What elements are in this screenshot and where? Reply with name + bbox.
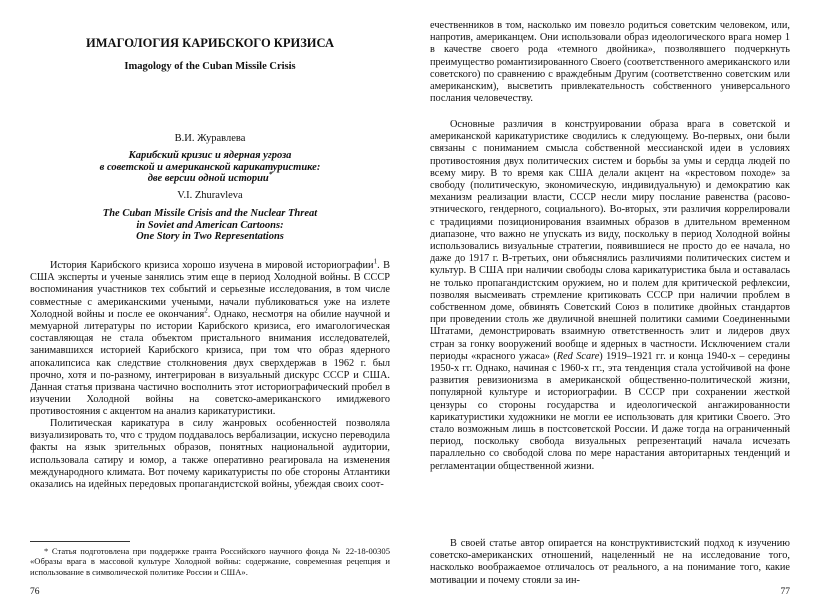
right-paragraph-2: [430, 119, 790, 473]
left-paragraph-1-text-b: . В США эксперты и ученые занялись этим еще в период Холодной войны. В СССР воспоминания участников тех событий и серьезные исследования, в том числе совместные с американскими учеными, начали публиковаться уже на излете Холодной войны и после ее окончания: [30, 260, 390, 320]
left-paragraph-2: [30, 418, 390, 491]
page-number-right: 77: [780, 587, 790, 597]
article-title-ru-line3: [30, 170, 390, 185]
right-page: [430, 0, 790, 609]
article-title-en-line1: The Cuban Missile Crisis and the Nuclear Threat: [102, 208, 318, 219]
section-title-ru: ИМАГОЛОГИЯ КАРИБСКОГО КРИЗИСА: [86, 36, 334, 50]
footnote-divider: [30, 541, 130, 542]
article-title-ru: [30, 150, 390, 185]
article-title-ru-line3-text: две версии одной истории: [147, 173, 269, 184]
right-paragraph-2-italic: Red Scare: [556, 350, 600, 362]
article-title-en: [30, 208, 390, 243]
endnote-ref-1[interactable]: 1: [373, 257, 378, 266]
author-en: V.I. Zhuravleva: [177, 190, 243, 201]
article-title-en-line3: One Story in Two Representations: [136, 231, 284, 242]
right-paragraph-2-text-a: Основные различия в конструировании образа врага в советской и американской карикатуристике сводились к следующему. Во-первых, они были связаны с пониманием смысла собственной мессианской идеи в условиях противостояния двух политических систем и борьбы за умы и сердца людей по всему миру. В то время как США делали акцент на «крестовом походе» за свободу (политическую, экономическую, индивидуальную) и демократию как механизм реализации власти, СССР несли миру послание равенства (расово-этнического, гендерного, социального). Во-вторых, эти различия коррелировали с традициями позиционирования взаимных образов в длительном временном диапазоне, что важно не упускать из виду, поскольку в период Холодной войны использовались визуальные стратегии, появившиеся не просто до ее начала, но даже до 1917 г. В-третьих, они объяснялись различиями политических систем и культур. В США при наличии свободы слова карикатуристика была и оставалась не только пропагандистским оружием, но и полем для критической рефлексии, позволяя высмеивать стремление критиковать СССР при наличии проблем в собственном доме, обвинять Советский Союз в политике двойных стандартов при проведении столь же двуличной внешней политики самими Соединенными Штатами, демонстрировать взаимную ответственность элит и лидеров двух стран за гонку вооружений вообще и ядерных в частности. Исключением стали периоды «красного ужаса» (: [430, 119, 790, 362]
endnote-ref-2[interactable]: 2: [204, 306, 208, 315]
left-page: [30, 0, 390, 609]
left-paragraph-1-text-c: . Однако, несмотря на обилие научной и мемуарной литературы по истории Карибского кризиса, его имагологическая составляющая не стала объектом пристального внимания исследователей, занимавшихся историей Карибского кризиса, при том что образ ядерного апокалипсиса как следствие столкновения двух сверхдержав в 1962 г. был прочно, хотя и по-разному, интегрирован в визуальный дискурс СССР и США. Данная статья призвана частично восполнить этот историографический пробел в изучении Холодной войны на советско-американского имиджевого противостояния с акцентом на анализ карикатуристики.: [30, 308, 390, 418]
right-paragraph-3-text: В своей статье автор опирается на конструктивистский подход к изучению советско-американских отношений, нацеленный не на исследование того, насколько воображаемое отличалось от реального, а на понимание того, какие мотивации и почему стояли за ин-: [430, 538, 790, 586]
section-title-en: Imagology of the Cuban Missile Crisis: [124, 61, 296, 72]
article-title-ru-line2: в советской и американской карикатуристике:: [99, 161, 321, 173]
right-paragraph-1-text: ечественников в том, насколько им повезло родиться советским человеком, или, напротив, американцем. Они использовали образ идеологического врага номер 1 в качестве своего рода «темного двойника», позволявшего подчеркнуть преимущество романтизированного Своего (соответственного американского или советского) по сравнению с враждебным Другим (соответственно советским или американским), высветить привлекательность собственного универсального послания человечеству.: [430, 20, 790, 105]
left-paragraph-2-text: Политическая карикатура в силу жанровых особенностей позволяла визуализировать то, что с трудом поддавалось вербализации, искусно переводила факты на язык зрительных образов, понятных национальной аудитории, использовала сатиру и юмор, а также оперативно реагировала на изменения международного климата. Вот почему карикатуристы по обе стороны Атлантики оказались на идейных передовых пропагандистской войны, убеждая своих соот-: [30, 418, 390, 491]
right-paragraph-1: [430, 20, 790, 105]
footnote: * Статья подготовлена при поддержке гранта Российского научного фонда № 22-18-00305 «Образы врага в массовой культуре Холодной войны: содержание, современная рецепция и использование в символической политике России и США».: [30, 546, 390, 577]
left-paragraph-1: [30, 257, 390, 419]
article-title-en-line2: in Soviet and American Cartoons:: [136, 219, 284, 231]
article-title-ru-line1: Карибский кризис и ядерная угроза: [128, 150, 292, 161]
page-number-left: 76: [30, 587, 40, 597]
author-ru: В.И. Журавлева: [174, 133, 246, 144]
footnote-marker[interactable]: *: [268, 170, 273, 179]
right-paragraph-2-text-b: ) 1919–1921 гг. и конца 1940-х – середины 1950-х гг. Однако, начиная с 1960-х гг., эта тенденция стала устойчивой на фоне развития ревизионизма в американской общественно-политической жизни, популярной культуре и историографии. В СССР при сохранении жесткой цензуры со стороны государства и идеологической ангажированности карикатуристики художники не могли ее использовать для критики Своего. Это стало возможным лишь в постсоветской России. И даже тогда на ограниченный период, поскольку свобода визуальных репрезентаций начала исчезать параллельно со свободой слова по мере нарастания авторитарных тенденций и регламентации общественной жизни.: [430, 350, 790, 472]
right-paragraph-3: [430, 538, 790, 587]
left-paragraph-1-text-a: История Карибского кризиса хорошо изучена в мировой историографии: [50, 260, 374, 271]
